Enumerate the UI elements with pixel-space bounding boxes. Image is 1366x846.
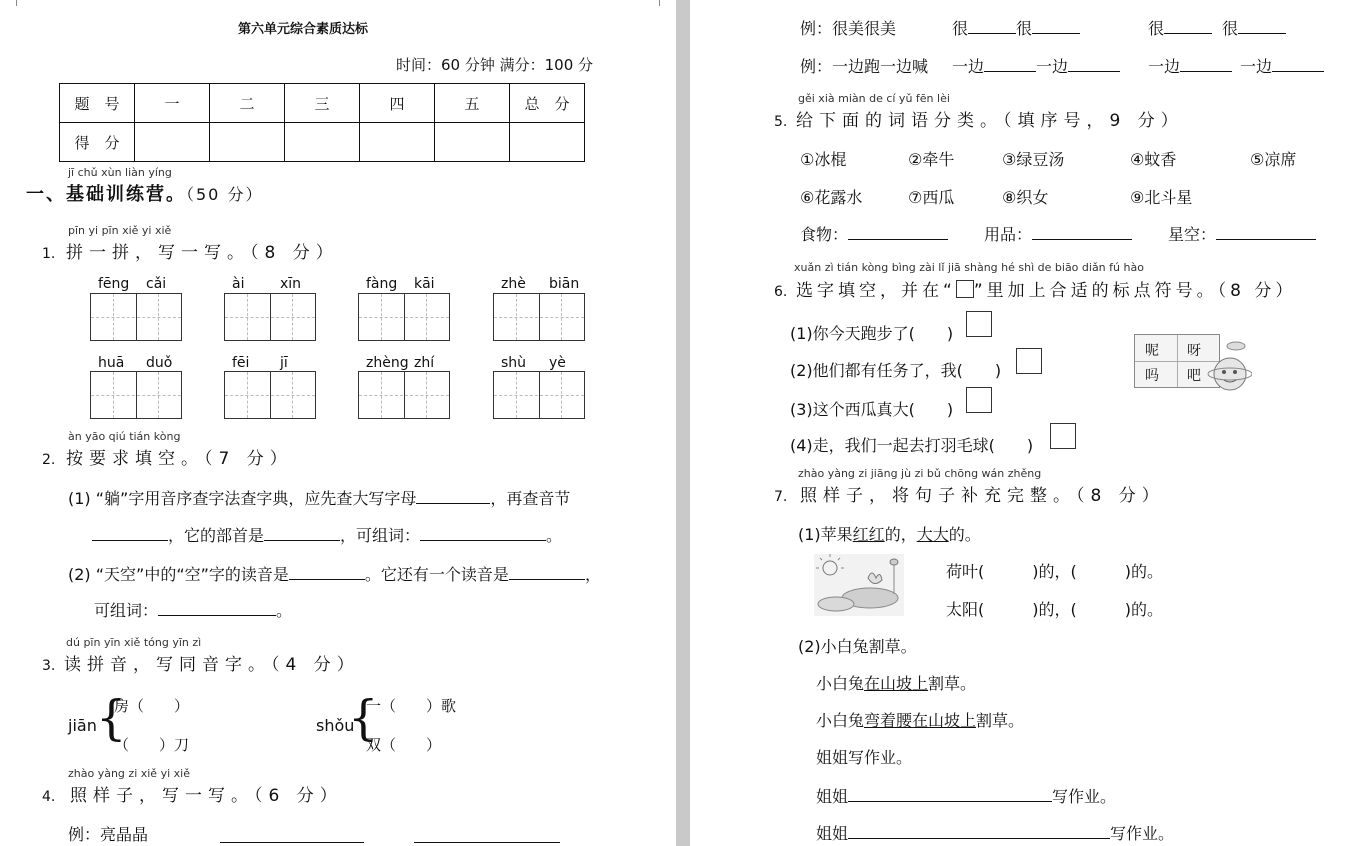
grid-pinyin: biān: [549, 276, 580, 292]
q2-pinyin: àn yāo qiú tián kòng: [68, 430, 181, 443]
word-item: ⑧织女: [1002, 188, 1049, 207]
grid-pinyin: zhè: [501, 276, 526, 292]
q2-line2-text: ，可组词：: [340, 526, 421, 545]
q6-text-part: ”里加上合适的标点符号。（8 分）: [973, 281, 1297, 301]
answer-blank[interactable]: [1216, 225, 1316, 240]
q4-text: 照样子，写一写。（6 分）: [70, 786, 343, 806]
q3-group2-item: 双（ ）: [366, 736, 442, 754]
q7-example-text: (1)苹果: [798, 525, 853, 544]
punctuation-box[interactable]: [966, 311, 992, 337]
q3-pinyin: dú pīn yīn xiě tóng yīn zì: [66, 636, 202, 649]
example-line: [1148, 54, 1324, 77]
writing-grid[interactable]: [224, 371, 316, 419]
grid-pinyin: kāi: [414, 276, 435, 292]
q2-line4: [94, 598, 292, 621]
answer-blank[interactable]: [848, 225, 948, 240]
grid-pinyin: shù: [501, 355, 527, 371]
section1-label: 一、: [26, 184, 66, 205]
q3-group2-item: 一（ ）歌: [366, 697, 457, 715]
score-cell[interactable]: [435, 123, 510, 162]
score-header: 题 号: [60, 84, 135, 123]
q7-example-underlined: 大大: [916, 525, 949, 544]
answer-blank[interactable]: [1032, 19, 1080, 34]
q7-sentence-text: 割草。: [976, 711, 1025, 730]
q1-text: 拼一拼，写一写。（8 分）: [66, 243, 339, 263]
word-item: ⑤凉席: [1250, 150, 1297, 169]
answer-blank[interactable]: [420, 526, 546, 541]
answer-blank[interactable]: [848, 787, 1052, 802]
q7-sentence-underlined: 在山坡上: [864, 674, 929, 693]
answer-blank[interactable]: [848, 824, 1110, 839]
q7-pinyin: zhào yàng zi jiāng jù zi bǔ chōng wán zhěng: [798, 467, 1042, 480]
writing-grid[interactable]: [358, 371, 450, 419]
word-item: ⑨北斗星: [1130, 188, 1193, 207]
q6-number: 6.: [774, 284, 788, 300]
q7-sentence-underlined: 弯着腰: [864, 711, 913, 730]
page-title: 第六单元综合素质达标: [238, 22, 369, 37]
q2-line3-text: (2) “天空”中的“空”字的读音是: [68, 565, 289, 584]
writing-grid[interactable]: [224, 293, 316, 341]
answer-blank[interactable]: [1272, 57, 1324, 72]
q7-sentence-text: 写作业。: [1052, 787, 1117, 806]
q7-sentence-underlined: 在山坡上: [912, 711, 977, 730]
grid-pinyin: yè: [549, 355, 566, 371]
score-header: 二: [210, 84, 285, 123]
answer-blank[interactable]: [1032, 225, 1132, 240]
score-cell[interactable]: [510, 123, 585, 162]
q4-number: 4.: [42, 789, 56, 805]
example-char: 一边: [1036, 57, 1069, 76]
q6-pinyin: xuǎn zì tián kòng bìng zài lǐ jiā shàng hé shì de biāo diǎn fú hào: [794, 261, 1144, 274]
q6-sentence: (1)你今天跑步了( ): [790, 324, 954, 343]
q7-sentence-text: 割草。: [928, 674, 977, 693]
q1-pinyin: pīn yi pīn xiě yi xiě: [68, 224, 172, 237]
category-label: 用品：: [984, 225, 1033, 244]
crop-mark: [659, 0, 670, 6]
q5-pinyin: gěi xià miàn de cí yǔ fēn lèi: [798, 92, 950, 105]
category-label: 食物：: [800, 225, 849, 244]
q7-sentence: [816, 671, 976, 694]
q7-sentence: [816, 821, 1174, 844]
grid-pinyin: zhí: [414, 355, 435, 371]
punctuation-box[interactable]: [1050, 423, 1076, 449]
answer-blank[interactable]: [1180, 57, 1232, 72]
choice-char: 呢: [1145, 343, 1159, 359]
example-char: 很: [1222, 19, 1239, 38]
q3-group1-item: 房（ ）: [114, 697, 190, 715]
example-char: 一边: [1148, 57, 1181, 76]
planet-icon: [1206, 338, 1252, 394]
q6-text: [796, 276, 1296, 301]
grid-pinyin: xīn: [280, 276, 302, 292]
answer-blank[interactable]: [1164, 19, 1212, 34]
q2-line1-text: ，再查音节: [490, 489, 571, 508]
q7-number: 7.: [774, 489, 788, 505]
q3-number: 3.: [42, 658, 56, 674]
score-header: 一: [135, 84, 210, 123]
punctuation-box[interactable]: [966, 387, 992, 413]
example-line: 例：一边跑一边喊: [800, 57, 929, 76]
q2-line1-text: (1) “躺”字用音序查字法查字典，应先查大写字母: [68, 489, 417, 508]
q2-line2: [92, 523, 562, 546]
grid-pinyin: duǒ: [146, 355, 173, 371]
score-cell[interactable]: [360, 123, 435, 162]
q1-number: 1.: [42, 246, 56, 262]
q3-text: 读拼音，写同音字。（4 分）: [64, 655, 360, 675]
right-page: [690, 0, 1366, 846]
section1-pinyin: jī chǔ xùn liàn yíng: [68, 166, 172, 179]
q6-sentence: (3)这个西瓜真大( ): [790, 400, 954, 419]
q6-sentence: (2)他们都有任务了，我( ): [790, 361, 1002, 380]
q2-text: 按要求填空。（7 分）: [66, 449, 293, 469]
grid-pinyin: fēi: [232, 355, 250, 371]
score-header: 三: [285, 84, 360, 123]
q3-group2-pinyin: shǒu: [316, 716, 355, 735]
time-info: 时间：60 分钟 满分：100 分: [396, 56, 594, 74]
q2-line2-text: 。: [546, 526, 563, 545]
answer-blank[interactable]: [158, 601, 276, 616]
section1-title: [26, 180, 263, 206]
category-food: [800, 222, 948, 245]
q4-example: 例：亮晶晶: [68, 825, 149, 844]
section1-name: 基础训练营。: [66, 184, 186, 205]
score-label: 得 分: [60, 123, 135, 162]
score-header: 四: [360, 84, 435, 123]
q2-line2-text: ，它的部首是: [168, 526, 265, 545]
q2-number: 2.: [42, 452, 56, 468]
q2-line4-text: 可组词：: [94, 601, 159, 620]
q3-group1-pinyin: jiān: [68, 716, 97, 735]
example-line: [1148, 16, 1286, 39]
example-char: 很: [952, 19, 969, 38]
answer-blank[interactable]: [984, 57, 1036, 72]
category-label: 星空：: [1168, 225, 1217, 244]
q6-sentence: (4)走，我们一起去打羽毛球( ): [790, 436, 1034, 455]
score-header: 总 分: [510, 84, 585, 123]
q7-fill-line: 荷叶( )的，( )的。: [946, 562, 1163, 581]
writing-grid[interactable]: [493, 371, 585, 419]
answer-blank[interactable]: [92, 526, 168, 541]
grid-pinyin: huā: [98, 355, 125, 371]
q2-line3-text: ，: [584, 565, 601, 584]
answer-blank[interactable]: [968, 19, 1016, 34]
q7-sentence: [816, 708, 1024, 731]
category-sky: [1168, 222, 1316, 245]
score-table: [59, 83, 585, 162]
grid-pinyin: jī: [280, 355, 288, 371]
grid-pinyin: cǎi: [146, 276, 167, 292]
category-goods: [984, 222, 1132, 245]
word-item: ⑦西瓜: [908, 188, 955, 207]
q7-fill-line: 太阳( )的，( )的。: [946, 600, 1163, 619]
q7-part2: (2)小白兔割草。: [798, 637, 917, 656]
q7-example-text: 的。: [948, 525, 981, 544]
writing-grid[interactable]: [90, 371, 182, 419]
answer-blank[interactable]: [416, 489, 490, 504]
writing-grid[interactable]: [90, 293, 182, 341]
answer-blank[interactable]: [1068, 57, 1120, 72]
crop-mark: [6, 0, 17, 6]
writing-grid[interactable]: [493, 293, 585, 341]
q7-sentence: [816, 784, 1116, 807]
example-char: 很: [1148, 19, 1165, 38]
word-item: ⑥花露水: [800, 188, 863, 207]
q2-line4-text: 。: [276, 601, 293, 620]
example-char: 一边: [1240, 57, 1273, 76]
word-item: ①冰棍: [800, 150, 847, 169]
q7-example: [798, 522, 981, 545]
q7-sentence: 姐姐写作业。: [816, 748, 913, 767]
score-header: 五: [435, 84, 510, 123]
example-char: 一边: [952, 57, 985, 76]
q7-sentence-text: 小白兔: [816, 674, 865, 693]
answer-blank[interactable]: [220, 828, 364, 843]
q3-group1-item: （ ）刀: [114, 736, 190, 754]
q7-sentence-text: 写作业。: [1110, 824, 1175, 843]
answer-blank[interactable]: [414, 828, 560, 843]
left-page: [0, 0, 676, 846]
grid-pinyin: ài: [232, 276, 245, 292]
word-item: ④蚊香: [1130, 150, 1177, 169]
q5-text: 给下面的词语分类。（填序号，9 分）: [796, 111, 1184, 131]
answer-blank[interactable]: [1238, 19, 1286, 34]
score-cell[interactable]: [135, 123, 210, 162]
q4-pinyin: zhào yàng zi xiě yi xiě: [68, 767, 190, 780]
choice-char: 吧: [1187, 368, 1201, 384]
brace-icon: {: [348, 690, 379, 746]
section1-points: （50 分）: [186, 185, 264, 204]
lotus-pond-image: [814, 554, 904, 616]
q7-sentence-text: 姐姐: [816, 824, 849, 843]
q6-text-part: 选字填空，并在“: [796, 281, 956, 301]
example-line: 例：很美很美: [800, 19, 897, 38]
q7-sentence-text: 小白兔: [816, 711, 865, 730]
answer-blank[interactable]: [509, 565, 585, 580]
q2-line1: [68, 486, 570, 509]
score-cell[interactable]: [210, 123, 285, 162]
q7-text: 照样子，将句子补充完整。（8 分）: [800, 486, 1165, 506]
answer-blank[interactable]: [264, 526, 340, 541]
choice-char: 吗: [1145, 368, 1159, 384]
grid-pinyin: zhèng: [366, 355, 409, 371]
example-line: [952, 54, 1120, 77]
score-cell[interactable]: [285, 123, 360, 162]
grid-pinyin: fēng: [98, 276, 130, 292]
choice-char: 呀: [1187, 343, 1201, 359]
punctuation-box[interactable]: [1016, 348, 1042, 374]
grid-pinyin: fàng: [366, 276, 398, 292]
answer-blank[interactable]: [289, 565, 365, 580]
writing-grid[interactable]: [358, 293, 450, 341]
q2-line3-text: 。它还有一个读音是: [364, 565, 509, 584]
example-line: [952, 16, 1080, 39]
example-char: 很: [1016, 19, 1033, 38]
square-box-icon: [956, 280, 974, 298]
brace-icon: {: [96, 690, 127, 746]
q2-line3: [68, 562, 601, 585]
q7-sentence-text: 姐姐: [816, 787, 849, 806]
q7-example-text: 的，: [884, 525, 917, 544]
q7-example-underlined: 红红: [852, 525, 885, 544]
word-item: ③绿豆汤: [1002, 150, 1065, 169]
word-item: ②牵牛: [908, 150, 955, 169]
q5-number: 5.: [774, 114, 788, 130]
